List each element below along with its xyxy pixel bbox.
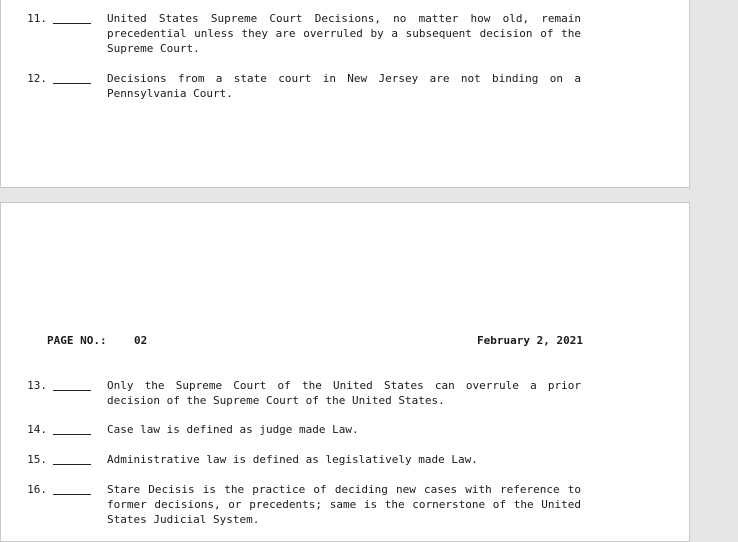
document-page-1 [0, 0, 690, 188]
answer-blank[interactable] [53, 390, 91, 391]
question-number: 15. [27, 453, 47, 466]
question-text: Decisions from a state court in New Jersey are not binding on a Pennsylvania Court. [107, 72, 581, 100]
question-text: Only the Supreme Court of the United States can overrule a prior decision of the Supreme Court of the United States. [107, 379, 581, 407]
question-number: 11. [27, 12, 47, 25]
question-number: 16. [27, 483, 47, 496]
document-date: February 2, 2021 [477, 334, 583, 347]
answer-blank[interactable] [53, 464, 91, 465]
question-number: 12. [27, 72, 47, 85]
page-number-value: 02 [134, 334, 148, 347]
question-text: Case law is defined as judge made Law. [107, 423, 359, 436]
answer-blank[interactable] [53, 434, 91, 435]
answer-blank[interactable] [53, 83, 91, 84]
answer-blank[interactable] [53, 23, 91, 24]
question-text: Stare Decisis is the practice of deciding new cases with reference to former decisions, or precedents; same is the cornerstone of the United States Judicial System. [107, 483, 581, 526]
document-page-2 [0, 202, 690, 542]
answer-blank[interactable] [53, 494, 91, 495]
question-number: 13. [27, 379, 47, 392]
question-text: Administrative law is defined as legislatively made Law. [107, 453, 478, 466]
page-number-label: PAGE NO.: [47, 334, 107, 347]
question-number: 14. [27, 423, 47, 436]
question-text: United States Supreme Court Decisions, no matter how old, remain precedential unless they are overruled by a subsequent decision of the Supreme Court. [107, 12, 581, 55]
